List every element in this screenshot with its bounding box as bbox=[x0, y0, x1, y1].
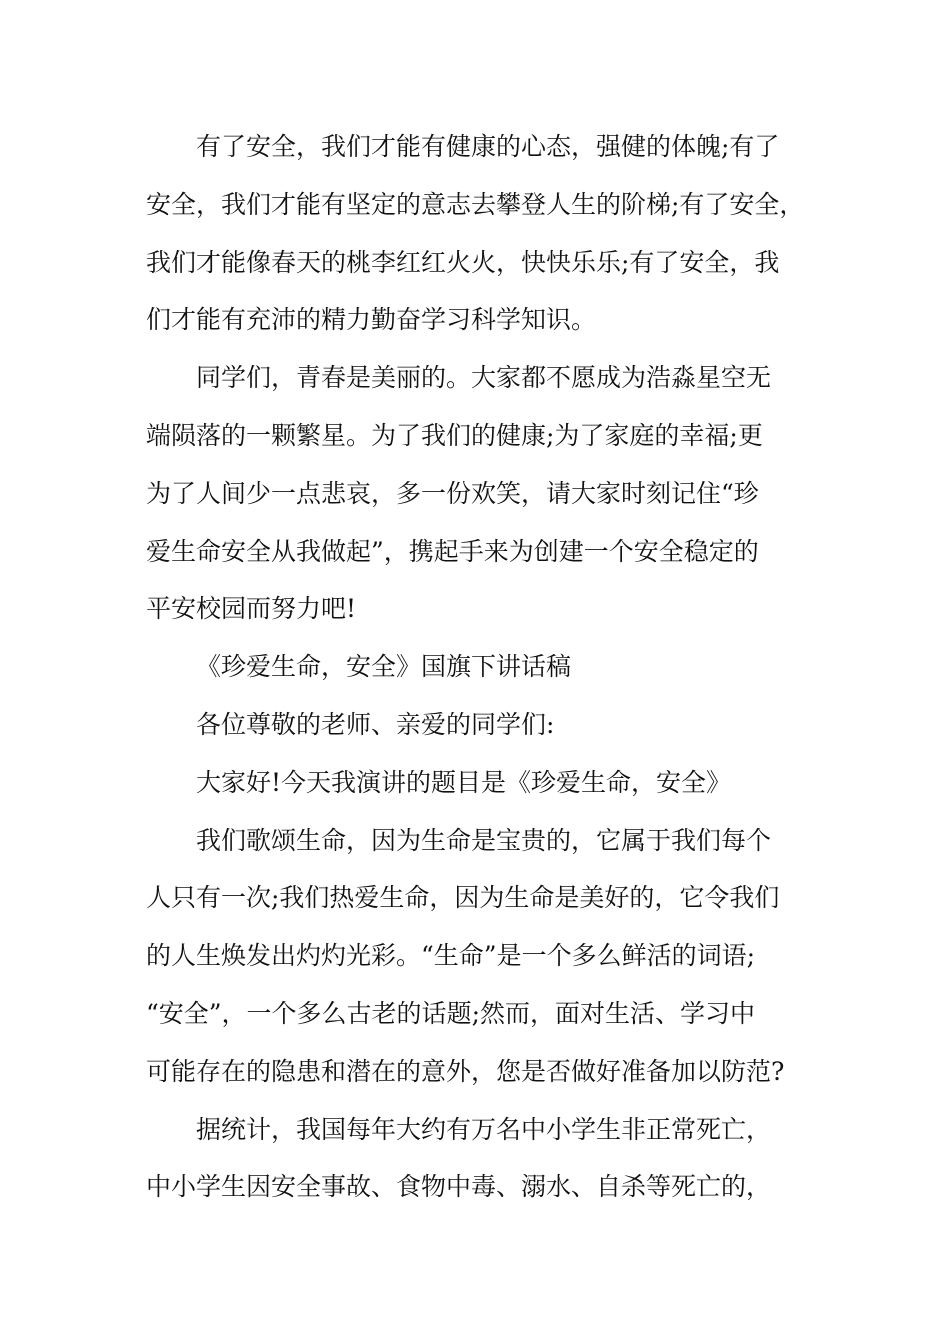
text-line: 爱生命安全从我做起”，携起手来为创建一个安全稳定的 bbox=[146, 536, 759, 566]
text-line: 《珍爱生命，安全》国旗下讲话稿 bbox=[196, 652, 572, 682]
text-line: 安全，我们才能有坚定的意志去攀登人生的阶梯;有了安全， bbox=[146, 189, 805, 219]
text-line: 端陨落的一颗繁星。为了我们的健康;为了家庭的幸福;更 bbox=[146, 420, 763, 450]
text-line: 有了安全，我们才能有健康的心态，强健的体魄;有了 bbox=[196, 132, 780, 161]
paragraph-statistics bbox=[146, 1101, 808, 1217]
text-line: 可能存在的隐患和潜在的意外，您是否做好准备加以防范? bbox=[146, 1056, 785, 1086]
text-line: 的人生焕发出灼灼光彩。“生命”是一个多么鲜活的词语; bbox=[146, 941, 755, 971]
paragraph-praise-life bbox=[146, 812, 808, 1101]
text-line: 人只有一次;我们热爱生命，因为生命是美好的，它令我们 bbox=[146, 883, 780, 913]
speech-title bbox=[146, 638, 808, 696]
text-line: 我们才能像春天的桃李红红火火，快快乐乐;有了安全，我 bbox=[146, 247, 780, 277]
text-line: 们才能有充沛的精力勤奋学习科学知识。 bbox=[146, 305, 597, 335]
text-line: 大家好!今天我演讲的题目是《珍爱生命，安全》 bbox=[196, 767, 732, 797]
text-line: “安全”，一个多么古老的话题;然而，面对生活、学习中 bbox=[146, 998, 755, 1028]
paragraph-safety-benefits bbox=[146, 118, 808, 349]
text-line: 我们歌颂生命，因为生命是宝贵的，它属于我们每个 bbox=[196, 825, 772, 855]
text-line: 据统计，我国每年大约有万名中小学生非正常死亡， bbox=[196, 1114, 772, 1144]
text-line: 各位尊敬的老师、亲爱的同学们: bbox=[196, 709, 555, 739]
text-line: 为了人间少一点悲哀，多一份欢笑，请大家时刻记住“珍 bbox=[146, 478, 759, 508]
text-line: 中小学生因安全事故、食物中毒、溺水、自杀等死亡的， bbox=[146, 1172, 772, 1202]
paragraph-youth-appeal bbox=[146, 349, 808, 638]
text-line: 平安校园而努力吧! bbox=[146, 594, 357, 624]
speech-salutation bbox=[146, 696, 808, 754]
text-line: 同学们，青春是美丽的。大家都不愿成为浩淼星空无 bbox=[196, 363, 772, 393]
document-body bbox=[146, 118, 808, 1216]
speech-greeting bbox=[146, 754, 808, 812]
